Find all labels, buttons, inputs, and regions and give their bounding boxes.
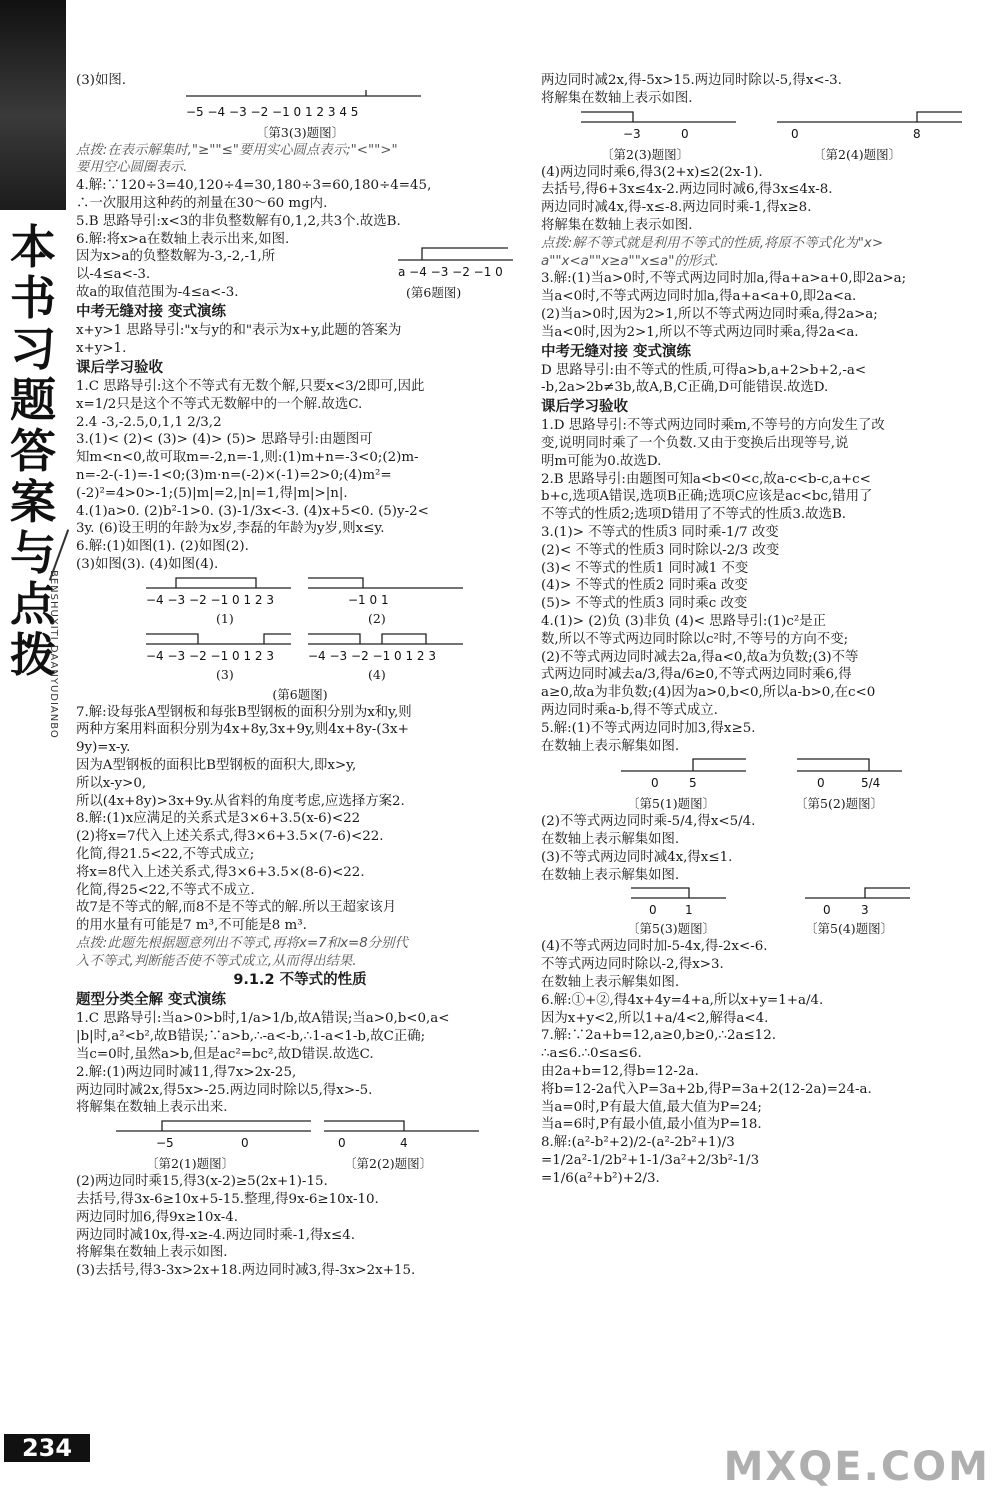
section-heading: 中考无缝对接 变式演练: [76, 304, 227, 321]
text-line: 8.解:(1)x应满足的关系式是3×6+3.5(x-6)<22: [76, 811, 361, 827]
text-line: 将解集在数轴上表示出来.: [76, 1100, 228, 1116]
number-line-fig23: [581, 108, 741, 144]
fig6a-row: [76, 248, 524, 284]
text-line: 两边同时乘a-b,得不等式成立.: [541, 702, 718, 718]
text-line: 6.解:(1)如图(1). (2)如图(2).: [76, 539, 249, 555]
tick-label: −5: [156, 1136, 174, 1151]
watermark-logo: MXQE.COM: [723, 1444, 990, 1490]
sidebar-title-char: 本: [10, 220, 56, 274]
tick-labels: −4 −3 −2 −1 0 1 2 3: [308, 648, 436, 663]
text-line: 4.(1)a>0. (2)b²-1>0. (3)-1/3x<-3. (4)x+5<0. (5)y-2<: [76, 503, 429, 519]
text-line: (2)将x=7代入上述关系式,得3×6+3.5×(7-6)<22.: [76, 829, 384, 845]
left-column: [76, 72, 524, 1280]
number-line-fig3: [76, 90, 524, 124]
subfigure-label: (1): [216, 610, 234, 626]
text-line: 式两边同时减去a/3,得a/6≥0,不等式两边同时乘6,得: [541, 667, 852, 683]
figure-caption: 〔第5(1)题图〕: [627, 796, 716, 812]
solution-marker: [693, 759, 746, 771]
solution-marker: [176, 578, 256, 588]
fig2-caption-row-a: [76, 1155, 524, 1173]
figure-caption: 〔第5(4)题图〕: [805, 921, 894, 937]
text-line: 因为x>a的负整数解为-3,-2,-1,所: [76, 249, 276, 265]
tick-label: 0: [649, 903, 657, 918]
text-line: 当c=0时,虽然a>b,但是ac²=bc²,故D错误.故选C.: [76, 1047, 374, 1063]
number-line-fig52: [797, 755, 907, 795]
number-line-fig6b-1: [146, 574, 296, 610]
text-line: (3)去括号,得3-3x>2x+18.两边同时减3,得-3x>2x+15.: [76, 1263, 416, 1279]
text-line: (2)< 不等式的性质3 同时除以-2/3 改变: [541, 542, 780, 558]
text-line: ∴a≤6.∴0≤a≤6.: [541, 1046, 642, 1062]
number-line-fig6a: [398, 242, 518, 282]
text-line: 两边同时加6,得9x≥10x-4.: [76, 1209, 239, 1225]
sidebar-title-char: 拨: [10, 628, 56, 682]
text-line: 1.C 思路导引:当a>0>b时,1/a>1/b,故A错误;当a>0,b<0,a<: [76, 1011, 450, 1027]
section-heading: 题型分类全解 变式演练: [76, 992, 227, 1009]
section-heading: 课后学习验收: [76, 359, 163, 376]
text-line: 3y. (6)设王明的年龄为x岁,李磊的年龄为y岁,则x≤y.: [76, 521, 385, 537]
page-number: 234: [4, 1434, 90, 1462]
text-line: -b,2a>2b≠3b,故A,B,C正确,D可能错误.故选D.: [541, 380, 829, 396]
text-line: ∴一次服用这种药的剂量在30～60 mg内.: [76, 195, 328, 211]
figure-caption: 〔第2(1)题图〕: [146, 1156, 235, 1172]
fig2-row-a: [76, 1117, 524, 1155]
sidebar-title-char: 点: [10, 577, 56, 631]
text-line: 所以(4x+8y)>3x+9y.从省料的角度考虑,应选择方案2.: [76, 793, 405, 809]
text-line: 1.C 思路导引:这个不等式有无数个解,只要x<3/2即可,因此: [76, 378, 425, 394]
text-line: 将b=12-2a代入P=3a+2b,得P=3a+2(12-2a)=24-a.: [541, 1081, 872, 1097]
sidebar-title-char: 习: [10, 322, 56, 376]
text-line: x+y>1 思路导引:"x与y的和"表示为x+y,此题的答案为: [76, 323, 402, 339]
figure-caption: 〔第5(3)题图〕: [627, 921, 716, 937]
text-line: 由2a+b=12,得b=12-2a.: [541, 1064, 699, 1080]
text-line: 4.(1)> (2)负 (3)非负 (4)< 思路导引:(1)c²是正: [541, 613, 826, 629]
fig2-caption-row-b: [541, 146, 989, 164]
text-line: 故7是不等式的解,而8不是不等式的解.所以王超家该月: [76, 900, 397, 916]
text-line: 当a<0时,不等式两边同时加a,得a+a<a+0,即2a<a.: [541, 289, 857, 305]
solution-marker: [917, 112, 962, 122]
text-line: (3)不等式两边同时减4x,得x≤1.: [541, 849, 733, 865]
number-line-fig6b-4: [308, 630, 468, 666]
text-line: 两种方案用料面积分别为4x+8y,3x+9y,则4x+8y-(3x+: [76, 722, 409, 738]
solution-marker: [422, 248, 508, 260]
text-line: 5.B 思路导引:x<3的非负整数解有0,1,2,共3个.故选B.: [76, 213, 401, 229]
tick-label: 3: [861, 903, 869, 918]
sidebar-pinyin: BENSHUXITI DAANYUDIANBO: [48, 570, 59, 739]
sidebar-title-char: 书: [10, 271, 56, 325]
text-line: 2.解:(1)两边同时减11,得7x>2x-25,: [76, 1064, 297, 1080]
number-line-fig21: [116, 1117, 316, 1153]
sidebar-title-char: 题: [10, 373, 56, 427]
text-line: 不等式的性质2;选项D错用了不等式的性质3.故选B.: [541, 507, 847, 523]
text-line: 知m<n<0,故可取m=-2,n=-1,则:(1)m+n=-3<0;(2)m-: [76, 450, 419, 466]
text-line: b+c,选项A错误,选项B正确;选项C应该是ac<bc,错用了: [541, 489, 873, 505]
text-line: 所以x-y>0,: [76, 775, 147, 791]
text-line: 以-4≤a<-3.: [76, 267, 151, 283]
number-line-fig54: [805, 884, 915, 918]
number-line-fig6b-2: [308, 574, 468, 610]
solution-marker: [865, 888, 910, 898]
tick-label: 0: [651, 776, 659, 791]
text-line: 3.(1)< (2)< (3)> (4)> (5)> 思路导引:由题图可: [76, 432, 373, 448]
hint-line: 点拨:解不等式就是利用不等式的性质,将原不等式化为"x>: [541, 235, 884, 251]
tick-labels: −1 0 1: [348, 592, 389, 607]
tick-labels: −4 −3 −2 −1 0 1 2 3: [146, 648, 274, 663]
tick-label: 0: [817, 776, 825, 791]
figure-caption: (第6题图): [406, 285, 462, 301]
hint-line: 点拨:此题先根据题意列出不等式,再将x=7和x=8分别代: [76, 935, 408, 951]
text-line: |b|时,a²<b²,故B错误;∵a>b,∴-a<-b,∴1-a<1-b,故C正确;: [76, 1029, 426, 1045]
sidebar-title-char: 案: [10, 475, 56, 529]
text-line: n=-2-(-1)=-1<0;(3)m·n=(-2)×(-1)=2>0;(4)m²=: [76, 467, 392, 483]
tick-label: 0: [681, 126, 689, 141]
text-line: (2)不等式两边同时减去2a,得a<0,故a为负数;(3)不等: [541, 649, 859, 665]
text-line: (4)两边同时乘6,得3(2+x)≤2(2x-1).: [541, 164, 763, 180]
fig5-caption-row-b: [541, 920, 989, 938]
text-line: 化简,得25<22,不等式不成立.: [76, 882, 255, 898]
text-line: 6.解:①+②,得4x+4y=4+a,所以x+y=1+a/4.: [541, 992, 824, 1008]
text-line: 7.解:∵2a+b=12,a≥0,b≥0,∴2a≤12.: [541, 1028, 776, 1044]
text-line: 7.解:设每张A型钢板和每张B型钢板的面积分别为x和y,则: [76, 704, 412, 720]
text-line: 6.解:将x>a在数轴上表示出来,如图.: [76, 231, 290, 247]
figure-caption: 〔第3(3)题图〕: [255, 124, 345, 140]
number-line-fig53: [631, 884, 731, 918]
text-line: (4)> 不等式的性质2 同时乘a 改变: [541, 578, 748, 594]
tick-label: 0: [823, 903, 831, 918]
text-line: 当a<0时,因为2>1,所以不等式两边同时乘a,得2a<a.: [541, 324, 859, 340]
solution-marker: [382, 634, 426, 644]
text-line: 8.解:(a²-b²+2)/2-(a²-2b²+1)/3: [541, 1135, 735, 1151]
text-line: 两边同时减2x,得5x>-25.两边同时除以5,得x>-5.: [76, 1082, 373, 1098]
tick-labels: a −4 −3 −2 −1 0: [398, 265, 503, 280]
text-line: 两边同时减4x,得-x≤-8.两边同时乘-1,得x≥8.: [541, 200, 812, 216]
text-line: (3)如图(3). (4)如图(4).: [76, 556, 219, 572]
text-line: 当a=0时,P有最大值,最大值为P=24;: [541, 1099, 762, 1115]
text-line: 不等式两边同时除以-2,得x>3.: [541, 957, 724, 973]
text-line: (2)当a>0时,因为2>1,所以不等式两边同时乘a,得2a>a;: [541, 306, 878, 322]
text-line: 在数轴上表示解集如图.: [541, 975, 680, 991]
text-line: 去括号,得3x-6≥10x+5-15.整理,得9x-6≥10x-10.: [76, 1192, 379, 1208]
text-line: 因为x+y<2,所以1+a/4<2,解得a<4.: [541, 1010, 769, 1026]
text-line: 1.D 思路导引:不等式两边同时乘m,不等号的方向发生了改: [541, 418, 885, 434]
text-line: 故a的取值范围为-4≤a<-3.: [76, 285, 239, 301]
section-heading: 课后学习验收: [541, 399, 628, 416]
fig5-row-b: [541, 884, 989, 920]
text-line: 3.(1)> 不等式的性质3 同时乘-1/7 改变: [541, 524, 779, 540]
subfigure-label: (4): [368, 666, 386, 682]
tick-label: 0: [241, 1136, 249, 1151]
sidebar-title-char: 答: [10, 424, 56, 478]
text-line: 变,说明同时乘了一个负数.又由于变换后出现等号,说: [541, 435, 849, 451]
text-line: 2.B 思路导引:由题图可知a<b<0<c,故a-c<b-c,a+c<: [541, 471, 871, 487]
text-line: 4.解:∵120÷3=40,120÷4=30,180÷3=60,180÷4=45,: [76, 178, 432, 194]
text-line: 在数轴上表示解集如图.: [541, 832, 680, 848]
text-line: 明m可能为0.故选D.: [541, 453, 662, 469]
text-line: 当a=6时,P有最小值,最小值为P=18.: [541, 1117, 762, 1133]
sidebar-title-char: 与: [10, 526, 56, 580]
hint-line: 点拨:在表示解集时,"≥""≤"要用实心圆点表示;"<"">": [76, 142, 398, 158]
figure-caption: 〔第5(2)题图〕: [795, 796, 884, 812]
tick-label: 0: [338, 1136, 346, 1151]
text-line: (3)< 不等式的性质1 同时减1 不变: [541, 560, 749, 576]
fig5-caption-row-a: [541, 795, 989, 813]
text-line: 数,所以不等式两边同时除以c²时,不等号的方向不变;: [541, 631, 849, 647]
hint-line: 要用空心圆圈表示.: [76, 160, 188, 176]
text-line: x=1/2只是这个不等式无数解中的一个解.故选C.: [76, 396, 363, 412]
text-line: 的用水量有可能是7 m³,不可能是8 m³.: [76, 918, 307, 934]
text-line: 两边同时减2x,得-5x>15.两边同时除以-5,得x<-3.: [541, 73, 842, 88]
number-line-fig6b-3: [146, 630, 296, 666]
text-line: 在数轴上表示解集如图.: [541, 738, 680, 754]
number-line-fig22: [324, 1117, 484, 1153]
text-line: 两边同时减10x,得-x≥-4.两边同时乘-1,得x≤4.: [76, 1227, 355, 1243]
solution-marker: [146, 634, 198, 644]
text-line: 5.解:(1)不等式两边同时加3,得x≥5.: [541, 720, 756, 736]
solution-marker: [162, 1121, 311, 1131]
text-line: a≥0,故a为非负数;(4)因为a>0,b<0,所以a-b>0,在c<0: [541, 685, 876, 701]
text-line: D 思路导引:由不等式的性质,可得a>b,a+2>b+2,-a<: [541, 362, 867, 378]
solution-marker: [631, 888, 689, 898]
text-line: =1/6(a²+b²)+2/3.: [541, 1170, 660, 1186]
tick-labels: −4 −3 −2 −1 0 1 2 3: [146, 592, 274, 607]
text-line: 将解集在数轴上表示如图.: [76, 1245, 228, 1261]
text-line: 因为A型钢板的面积比B型钢板的面积大,即x>y,: [76, 757, 357, 773]
solution-marker: [324, 1121, 404, 1131]
solution-marker: [797, 759, 869, 771]
subfigure-label: (2): [368, 610, 386, 626]
figure-caption: 〔第2(3)题图〕: [601, 146, 690, 162]
solution-marker: [308, 634, 360, 644]
text-line: 9y)=x-y.: [76, 740, 131, 756]
solution-marker: [264, 634, 291, 644]
text-line: 将解集在数轴上表示如图.: [541, 90, 693, 106]
tick-label: −3: [623, 126, 641, 141]
tick-label: 8: [913, 126, 921, 141]
text-line: (5)> 不等式的性质3 同时乘c 改变: [541, 596, 748, 612]
right-column: [541, 72, 989, 1188]
tick-label: 5/4: [861, 776, 881, 791]
fig6a-caption-row: [76, 284, 524, 302]
text-line: 将x=8代入上述关系式,得3×6+3.5×(8-6)<22.: [76, 864, 365, 880]
text-line: 2.4 -3,-2.5,0,1,1 2/3,2: [76, 414, 222, 430]
text-line: 去括号,得6+3x≤4x-2.两边同时减6,得3x≤4x-8.: [541, 182, 833, 198]
text-line: 在数轴上表示解集如图.: [541, 867, 680, 883]
section-title: 9.1.2 不等式的性质: [233, 972, 367, 989]
text-line: (4)不等式两边同时加-5-4x,得-2x<-6.: [541, 939, 768, 955]
number-line-fig24: [777, 108, 967, 144]
fig5-row-a: [541, 755, 989, 795]
text-line: 将解集在数轴上表示如图.: [541, 217, 693, 233]
text-line: 化简,得21.5<22,不等式成立;: [76, 846, 255, 862]
fig6b-grid: [76, 574, 524, 686]
solution-marker: [308, 578, 363, 588]
text-line: (2)不等式两边同时乘-5/4,得x<5/4.: [541, 814, 756, 830]
tick-label: 5: [689, 776, 697, 791]
subfigure-label: (3): [216, 666, 234, 682]
text-line: x+y>1.: [76, 341, 127, 357]
figure-caption: (第6题图): [272, 686, 328, 702]
section-heading: 中考无缝对接 变式演练: [541, 343, 692, 360]
figure-caption: 〔第2(4)题图〕: [813, 146, 902, 162]
tick-label: 1: [685, 903, 693, 918]
fig2-row-b: [541, 108, 989, 146]
tick-label: 0: [791, 126, 799, 141]
text-line: (-2)²=4>0>-1;(5)|m|=2,|n|=1,得|m|>|n|.: [76, 485, 348, 501]
figure-caption: 〔第2(2)题图〕: [344, 1156, 433, 1172]
text-line: =1/2a²-1/2b²+1-1/3a²+2/3b²-1/3: [541, 1153, 760, 1169]
sidebar-dark-band: [0, 0, 66, 210]
text-line: 3.解:(1)当a>0时,不等式两边同时加a,得a+a>a+0,即2a>a;: [541, 271, 907, 287]
solution-marker: [581, 112, 633, 122]
hint-line: a""x<a""x≥a""x≤a"的形式.: [541, 253, 719, 269]
text-line: (3)如图.: [76, 73, 127, 88]
number-line-fig51: [621, 755, 751, 793]
sidebar: [0, 0, 66, 1508]
tick-labels: −5 −4 −3 −2 −1 0 1 2 3 4 5: [186, 104, 359, 119]
hint-line: 入不等式,判断能否使不等式成立,从而得出结果.: [76, 953, 357, 969]
tick-label: 4: [400, 1136, 408, 1151]
text-line: (2)两边同时乘15,得3(x-2)≥5(2x+1)-15.: [76, 1174, 328, 1190]
